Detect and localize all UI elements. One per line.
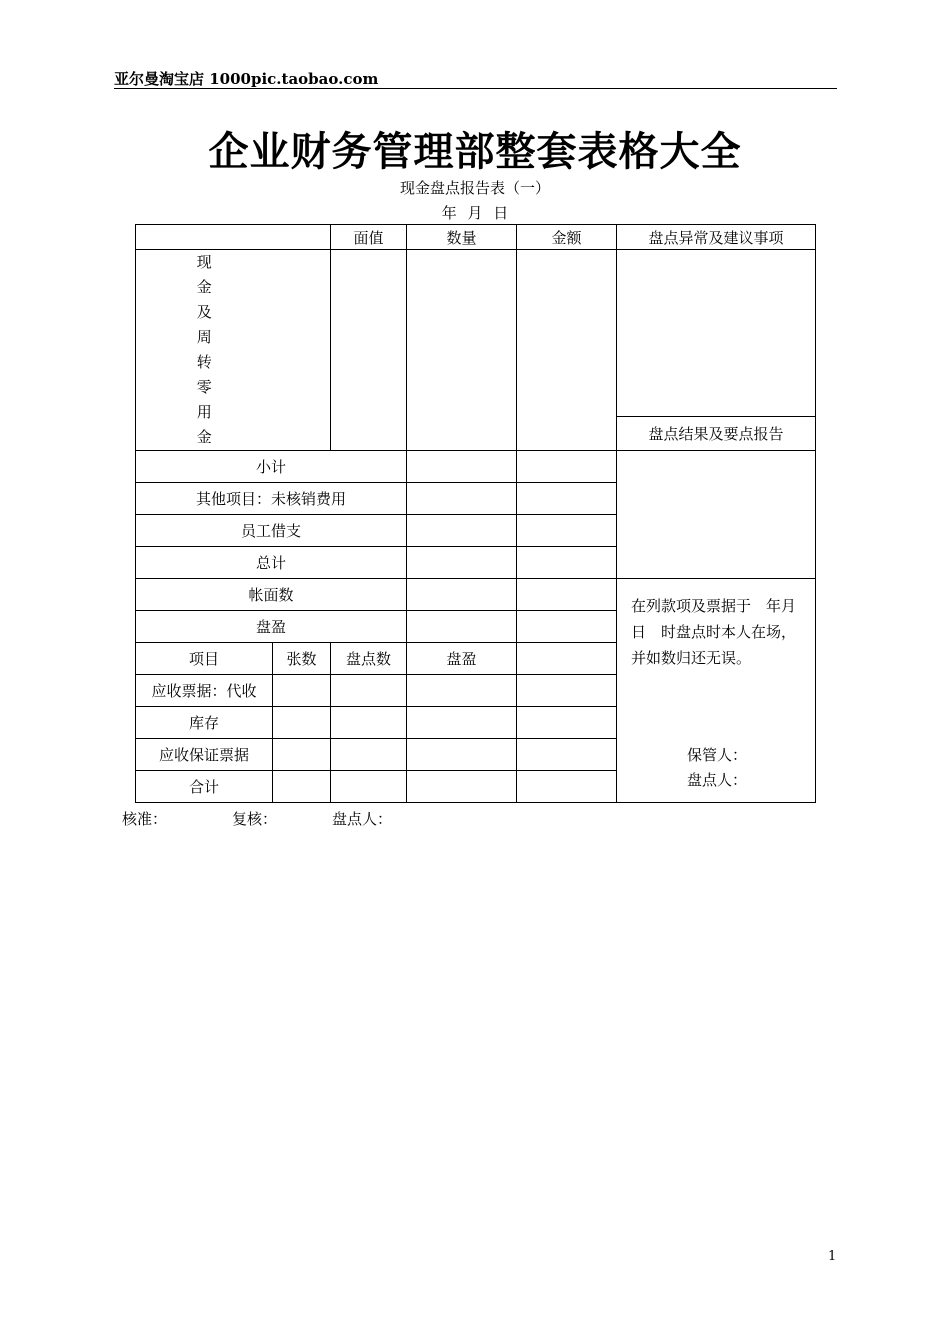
anomaly-cell <box>617 250 816 417</box>
keeper-label: 保管人： <box>686 746 747 764</box>
surplus-label: 盘盈 <box>136 611 407 643</box>
header-blank-cell <box>136 225 331 250</box>
header-divider <box>114 88 837 89</box>
header-face-value: 面值 <box>331 225 407 250</box>
cash-row <box>136 250 816 417</box>
footer-review: 复核： <box>232 810 278 828</box>
cash-face-value-cell <box>331 250 407 451</box>
cash-blank-cell <box>273 250 331 451</box>
employee-loan-amount <box>517 515 617 547</box>
page-title: 企业财务管理部整套表格大全 <box>208 129 742 175</box>
subtotal-amount <box>517 451 617 483</box>
sub-row-label: 库存 <box>136 707 273 739</box>
cash-count-table <box>135 224 816 803</box>
book-quantity <box>407 579 517 611</box>
footer-counter: 盘点人： <box>332 810 393 828</box>
cash-vertical-label: 现 金 及 周 转 零 用 金 <box>196 253 212 446</box>
cash-label-cell <box>136 250 273 451</box>
book-amount <box>517 579 617 611</box>
sub-row-label: 应收保证票据 <box>136 739 273 771</box>
cash-amount-cell <box>517 250 617 451</box>
employee-loan-quantity <box>407 515 517 547</box>
header-quantity: 数量 <box>407 225 517 250</box>
declaration-cell <box>617 579 816 803</box>
surplus-amount <box>517 611 617 643</box>
other-label: 其他项目：未核销费用 <box>136 483 407 515</box>
header-shop-name: 亚尔曼淘宝店 1000pic.taobao.com <box>114 70 379 88</box>
sub-header-sheets: 张数 <box>273 643 331 675</box>
declaration-text: 在列款项及票据于 年月 日 时盘点时本人在场，并如数归还无误。 <box>631 597 797 667</box>
result-report-cell <box>617 451 816 579</box>
sub-header-blank <box>517 643 617 675</box>
book-label: 帐面数 <box>136 579 407 611</box>
signature-block <box>631 743 803 793</box>
subtotal-quantity <box>407 451 517 483</box>
header-amount: 金额 <box>517 225 617 250</box>
report-subtitle: 现金盘点报告表（一） <box>399 179 550 197</box>
cash-quantity-cell <box>407 250 517 451</box>
total-label: 总计 <box>136 547 407 579</box>
page-number: 1 <box>828 1249 837 1264</box>
sub-row-label: 合计 <box>136 771 273 803</box>
result-label: 盘点结果及要点报告 <box>617 416 816 450</box>
surplus-quantity <box>407 611 517 643</box>
other-quantity <box>407 483 517 515</box>
total-quantity <box>407 547 517 579</box>
footer-approve: 核准： <box>122 810 168 828</box>
subtotal-label: 小计 <box>136 451 407 483</box>
table-header-row <box>136 225 816 250</box>
header-anomaly: 盘点异常及建议事项 <box>617 225 816 250</box>
counter-label: 盘点人： <box>686 771 747 789</box>
sub-header-item: 项目 <box>136 643 273 675</box>
total-amount <box>517 547 617 579</box>
footer-signatures <box>122 808 392 829</box>
other-amount <box>517 483 617 515</box>
sub-header-counted: 盘点数 <box>331 643 407 675</box>
sub-row-label: 应收票据：代收 <box>136 675 273 707</box>
table-row <box>136 451 816 483</box>
employee-loan-label: 员工借支 <box>136 515 407 547</box>
sub-header-surplus: 盘盈 <box>407 643 517 675</box>
report-date: 年 月 日 <box>441 204 509 222</box>
table-row <box>136 579 816 611</box>
